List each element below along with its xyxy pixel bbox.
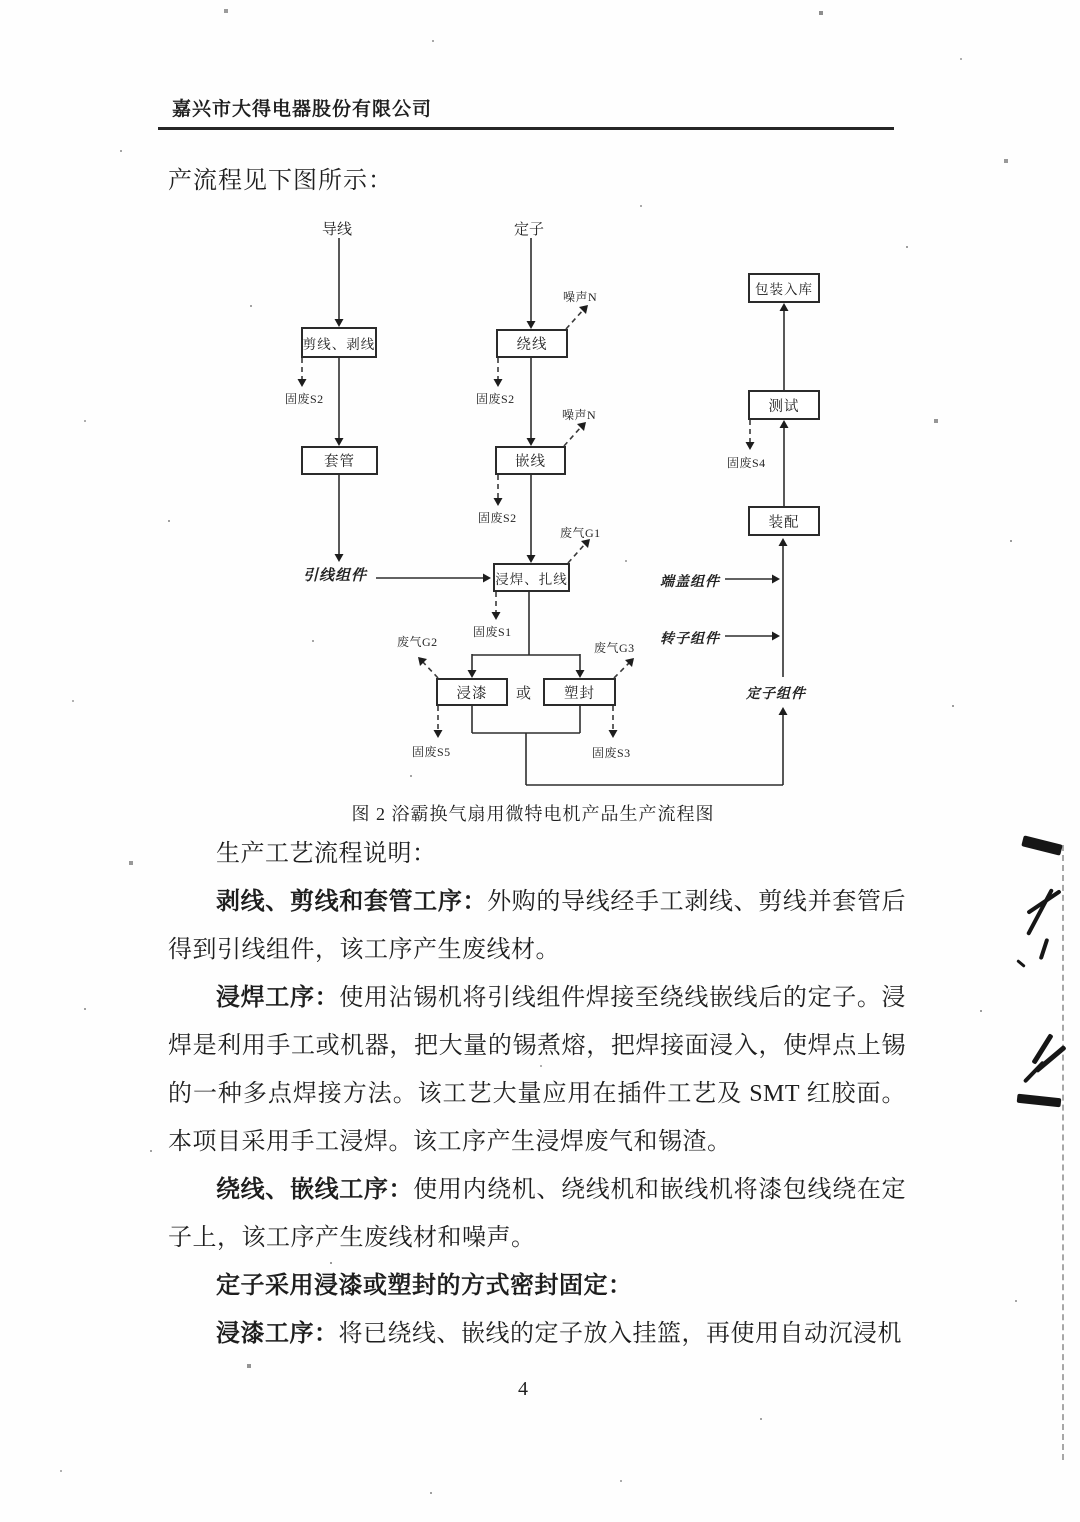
noise-label-wind: 噪声N [563, 290, 598, 304]
component-label-rotor: 转子组件 [660, 632, 720, 647]
component-label-end-cover: 端盖组件 [660, 575, 720, 590]
figure-caption: 图 2 浴霸换气扇用微特电机产品生产流程图 [351, 804, 715, 824]
component-label-stator: 定子组件 [746, 687, 806, 702]
input-label-wire: 导线 [322, 222, 353, 238]
paragraph-strip-cut [168, 878, 906, 974]
paragraph-lead: 绕线、嵌线工序： [216, 1177, 414, 1203]
flow-box-cut-strip: 剪线、剥线 [301, 327, 377, 358]
flow-box-winding: 绕线 [496, 329, 568, 358]
paragraph-dip-solder [168, 974, 906, 1166]
waste-label-s5: 固废S5 [412, 745, 451, 759]
flow-box-inserting: 嵌线 [495, 446, 566, 475]
scan-edge-line [1062, 845, 1064, 1460]
scan-artifact [1016, 959, 1026, 968]
waste-label-s1: 固废S1 [473, 625, 512, 639]
scan-artifact [1017, 1094, 1062, 1108]
page-number: 4 [518, 1378, 528, 1400]
flow-box-sleeve: 套管 [301, 446, 378, 475]
paragraph-body: 外购的导线经手工剥线、剪线并套管后得到引线组件，该工序产生废线材。 [168, 889, 907, 963]
paragraph-lead: 浸焊工序： [216, 985, 340, 1011]
component-label-lead: 引线组件 [303, 568, 368, 584]
waste-label-s2-insert: 固废S2 [478, 511, 517, 525]
production-flowchart [0, 210, 1080, 810]
flow-box-mold-seal: 塑封 [543, 678, 616, 706]
intro-text: 产流程见下图所示： [168, 168, 393, 194]
flow-box-packing: 包装入库 [748, 273, 820, 303]
noise-label-insert: 噪声N [562, 408, 597, 422]
paragraph-body: 使用沾锡机将引线组件焊接至绕线嵌线后的定子。浸焊是利用手工或机器，把大量的锡煮熔，把焊接面浸入，使焊点上锡的一种多点焊接方法。该工艺大量应用在插件工艺及 SMT 红胶面。本项目采用手工浸焊。该工序产生浸焊废气和锡渣。 [168, 985, 907, 1155]
flow-box-testing: 测试 [748, 390, 820, 420]
flow-box-dip-paint: 浸漆 [436, 678, 508, 706]
scan-artifact [1021, 835, 1062, 855]
flow-box-assembly: 装配 [748, 506, 820, 536]
paragraph-body: 将已绕线、嵌线的定子放入挂篮，再使用自动沉浸机 [338, 1321, 902, 1347]
waste-label-s2-left: 固废S2 [285, 392, 324, 406]
paragraph-winding [168, 1166, 906, 1262]
or-label: 或 [516, 686, 532, 702]
section-title [168, 830, 906, 878]
flow-box-dip-solder: 浸焊、扎线 [493, 563, 570, 592]
waste-label-s3: 固废S3 [592, 746, 631, 760]
scan-artifact [1026, 889, 1061, 915]
paragraph-dip-paint [168, 1310, 906, 1358]
gas-label-g1: 废气G1 [560, 526, 601, 540]
paragraph-lead: 定子采用浸漆或塑封的方式密封固定： [216, 1273, 633, 1299]
body-text [168, 830, 906, 1358]
header-rule [158, 127, 894, 130]
gas-label-g3: 废气G3 [594, 641, 635, 655]
paragraph-body: 使用内绕机、绕线机和嵌线机将漆包线绕在定子上，该工序产生废线材和噪声。 [168, 1177, 907, 1251]
arrowheads [298, 303, 789, 738]
dashed-connectors [302, 309, 750, 735]
flow-lines [0, 210, 1080, 810]
paragraph-lead: 浸漆工序： [216, 1321, 339, 1347]
input-label-stator: 定子 [514, 222, 545, 238]
section-title-text: 生产工艺流程说明： [216, 841, 437, 867]
paragraph-seal-heading [168, 1262, 906, 1310]
gas-label-g2: 废气G2 [397, 635, 438, 649]
scan-artifact [1039, 938, 1050, 960]
waste-label-s2-wind: 固废S2 [476, 392, 515, 406]
paragraph-lead: 剥线、剪线和套管工序： [216, 889, 488, 915]
waste-label-s4: 固废S4 [727, 456, 766, 470]
scan-speckles [0, 0, 2, 2]
company-header: 嘉兴市大得电器股份有限公司 [172, 99, 433, 120]
